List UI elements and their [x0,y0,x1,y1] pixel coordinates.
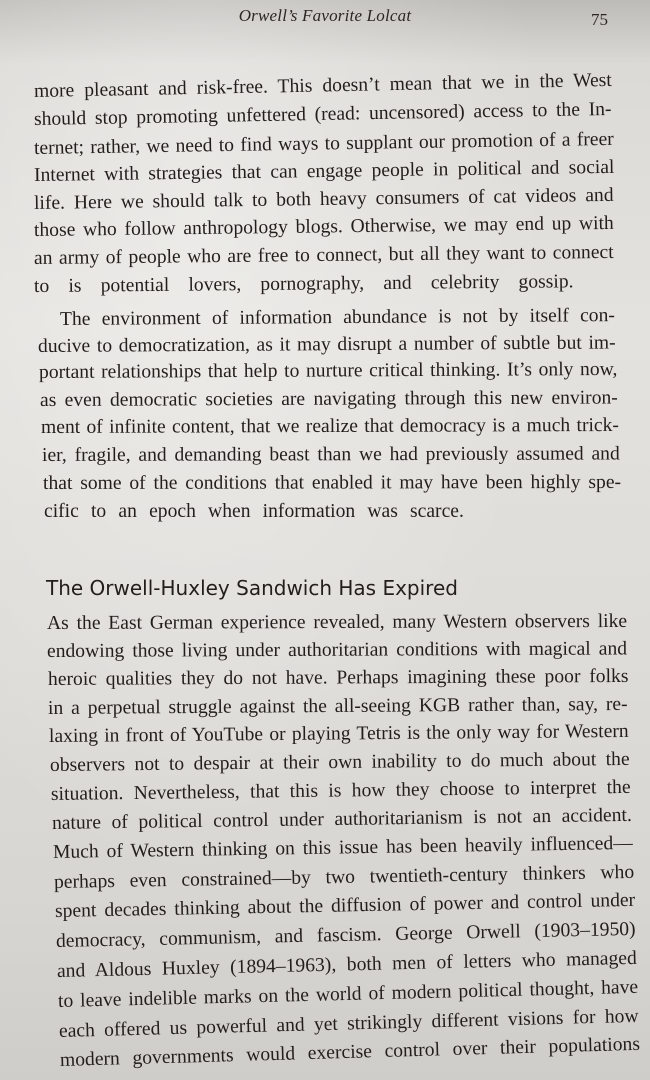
text-line: situation. Nevertheless, that this is how they choose to interpret the [50,776,631,805]
text-line: more pleasant and risk-free. This doesn’t mean that we in the West [33,69,612,102]
text-line: to is potential lovers, pornography, and celebrity gossip. [33,271,574,297]
text-line: cific to an epoch when information was scarce. [44,501,464,522]
section-heading: The Orwell-Huxley Sandwich Has Expired [46,576,458,600]
text-line: perhaps even constrained—by two twentieth-century thinkers who [53,861,635,893]
text-line: ducive to democratization, as it may disrupt a number of subtle but im- [37,332,616,357]
text-line: Much of Western thinking on this issue has been heavily influenced— [52,832,633,863]
text-line: and Aldous Huxley (1894–1963), both men of letters who managed [56,947,638,982]
text-line: laxing in front of YouTube or playing Tetris is the only way for Western [48,720,629,747]
text-line: as even democratic societies are navigating through this new environ- [39,387,618,411]
text-line: ternet; rather, we need to find ways to supplant our promotion of a freer [33,128,614,159]
running-title: Orwell’s Favorite Lolcat [238,6,412,25]
text-line: an army of people who are free to connect, but all they want to connect [33,241,614,269]
text-line: those who follow anthropology blogs. Otherwise, we may end up with [33,212,614,241]
text-line: nature of political control under authoritarianism is not an accident. [51,804,632,834]
text-line: that some of the conditions that enabled it may have been highly spe- [42,471,622,494]
text-line: democracy, communism, and fascism. George Orwell (1903–1950) [55,918,636,952]
text-line: ment of infinite content, that we realize that democracy is a much trick- [40,414,619,438]
text-line: endowing those living under authoritarian conditions with magical and [46,638,628,662]
page-number: 75 [591,10,608,29]
text-line: should stop promoting unfettered (read: uncensored) access to the In- [33,98,612,130]
text-line: spent decades thinking about the diffusion of power and control under [54,889,636,922]
running-header [0,6,650,30]
text-line: life. Here we should talk to both heavy consumers of cat videos and [33,184,614,214]
text-line: each offered us powerful and yet strikingly different visions for how [58,1005,639,1042]
text-line: observers not to despair at their own inability to do much about the [49,748,630,776]
text-line: portant relationships that help to nurture critical thinking. It’s only now, [38,358,618,383]
text-line: Internet with strategies that can engage people in political and social [33,156,615,186]
text-line: The environment of information abundance is not by itself con- [59,305,615,330]
text-line: in a perpetual struggle against the all-seeing KGB rather than, say, re- [47,693,628,719]
text-line: heroic qualities they do not have. Perhaps imagining these poor folks [47,665,629,690]
text-line: As the East German experience revealed, many Western observers like [46,610,628,634]
text-line: modern governments would exercise control over their populations [59,1033,641,1071]
text-line: ier, fragile, and demanding beast than we had previously assumed and [41,443,620,466]
text-line: to leave indelible marks on the world of modern political thought, have [57,976,639,1012]
